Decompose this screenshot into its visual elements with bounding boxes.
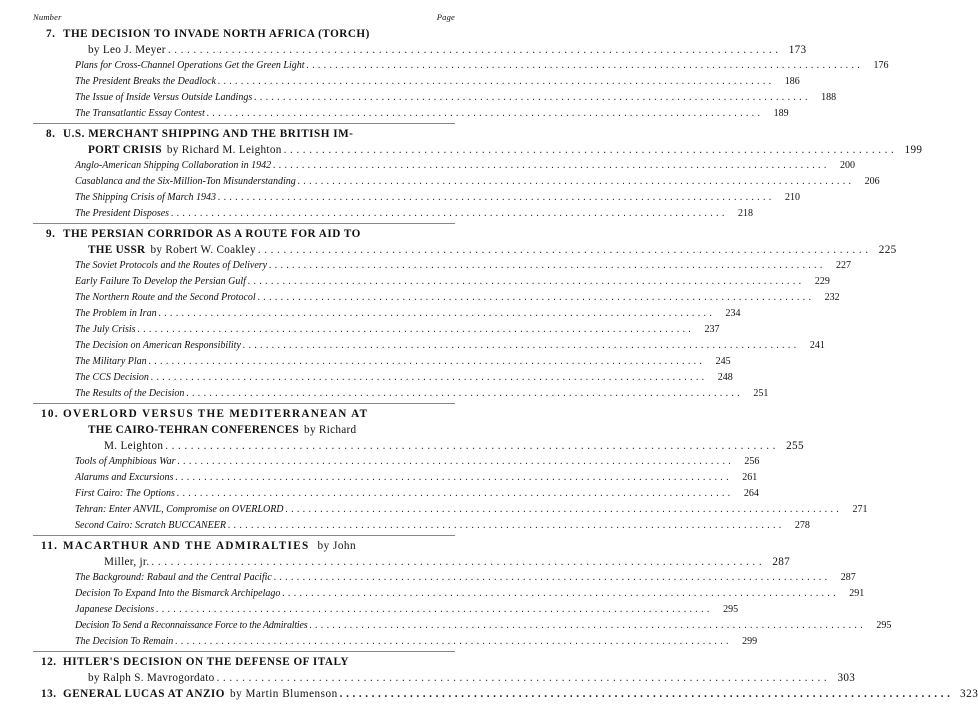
chapter-11-title: 11. MACARTHUR AND THE ADMIRALTIES by John xyxy=(41,540,357,552)
section-entry: The Decision on American Responsibility . . . 241 xyxy=(75,338,445,353)
section-entry: Second Cairo: Scratch BUCCANEER . . . 278 xyxy=(75,518,445,533)
section-entry: Plans for Cross-Channel Operations Get the Green Light . . . 176 xyxy=(75,58,445,73)
section-entry: The President Breaks the Deadlock . . . 186 xyxy=(75,74,445,89)
section-entry: The Decision To Remain . . . 299 xyxy=(75,634,445,649)
chapter-11-page: 287 xyxy=(772,556,791,568)
section-entry: The Soviet Protocols and the Routes of Delivery . . . 227 xyxy=(75,258,445,273)
section-entry: The Military Plan . . . 245 xyxy=(75,354,445,369)
section-entry: The Problem in Iran . . . 234 xyxy=(75,306,445,321)
chapter-10-byline: M. Leighton . . . 255 xyxy=(104,438,445,454)
chapter-divider xyxy=(33,223,455,224)
chapter-divider xyxy=(33,651,455,652)
section-entry: Alarums and Excursions . . . 261 xyxy=(75,470,445,485)
section-entry: The Results of the Decision . . . 251 xyxy=(75,386,445,401)
section-entry: The President Disposes . . . 218 xyxy=(75,206,445,221)
chapter-9-title: 9. THE PERSIAN CORRIDOR AS A ROUTE FOR AID TO xyxy=(46,228,361,240)
chapter-10-page: 255 xyxy=(786,440,804,452)
chapter-divider xyxy=(33,123,455,124)
section-entry: The Issue of Inside Versus Outside Landings . . . 188 xyxy=(75,90,445,105)
chapter-10-title: 10. OVERLORD VERSUS THE MEDITERRANEAN AT xyxy=(41,408,369,420)
chapter-8-page: 199 xyxy=(904,144,923,156)
section-entry: Tools of Amphibious War . . . 256 xyxy=(75,454,445,469)
chapter-12-byline: by Ralph S. Mavrogordato . . . 303 xyxy=(88,670,445,686)
section-entry: Early Failure To Develop the Persian Gulf . . . 229 xyxy=(75,274,445,289)
section-entry: The July Crisis . . . 237 xyxy=(75,322,445,337)
section-entry: Decision To Expand Into the Bismarck Archipelago . . . 291 xyxy=(75,586,445,601)
chapter-9-page: 225 xyxy=(878,244,897,256)
chapter-divider xyxy=(33,535,455,536)
chapter-13-page: 323 xyxy=(960,688,978,700)
chapter-12-page: 303 xyxy=(837,672,856,684)
chapter-8-title: 8. U.S. MERCHANT SHIPPING AND THE BRITISH IM- xyxy=(46,128,354,140)
chapter-13-title: 13. GENERAL LUCAS AT ANZIO by Martin Blumenson . . . 323 xyxy=(46,686,445,702)
section-entry: Anglo-American Shipping Collaboration in 1942 . . . 200 xyxy=(75,158,445,173)
chapter-divider xyxy=(33,403,455,404)
section-entry: The Background: Rabaul and the Central Pacific . . . 287 xyxy=(75,570,445,585)
chapter-7-byline: by Leo J. Meyer . . . 173 xyxy=(88,42,445,58)
chapter-12-title: 12. HITLER'S DECISION ON THE DEFENSE OF ITALY xyxy=(41,656,349,668)
chapter-10-title-cont: THE CAIRO-TEHRAN CONFERENCES by Richard xyxy=(88,424,357,436)
column-header-page: Page xyxy=(436,12,455,22)
chapter-7-page: 173 xyxy=(788,44,807,56)
section-entry: The Transatlantic Essay Contest . . . 189 xyxy=(75,106,445,121)
section-entry: The Shipping Crisis of March 1943 . . . 210 xyxy=(75,190,445,205)
section-entry: Tehran: Enter ANVIL, Compromise on OVERLORD . . . 271 xyxy=(75,502,445,517)
section-entry: Decision To Send a Reconnaissance Force to the Admiralties . . . 295 xyxy=(75,618,445,633)
chapter-8-title-cont: PORT CRISIS by Richard M. Leighton . . . 199 xyxy=(88,142,445,158)
section-entry: First Cairo: The Options . . . 264 xyxy=(75,486,445,501)
chapter-9-title-cont: THE USSR by Robert W. Coakley . . . 225 xyxy=(88,242,445,258)
chapter-7-title: 7. THE DECISION TO INVADE NORTH AFRICA (TORCH) xyxy=(46,28,370,40)
section-entry: Japanese Decisions . . . 295 xyxy=(75,602,445,617)
chapter-11-byline: Miller, jr. . . . 287 xyxy=(104,554,445,570)
section-entry: The CCS Decision . . . 248 xyxy=(75,370,445,385)
section-entry: The Northern Route and the Second Protocol . . . 232 xyxy=(75,290,445,305)
column-header-number: Number xyxy=(33,12,62,22)
section-entry: Casablanca and the Six-Million-Ton Misunderstanding . . . 206 xyxy=(75,174,445,189)
